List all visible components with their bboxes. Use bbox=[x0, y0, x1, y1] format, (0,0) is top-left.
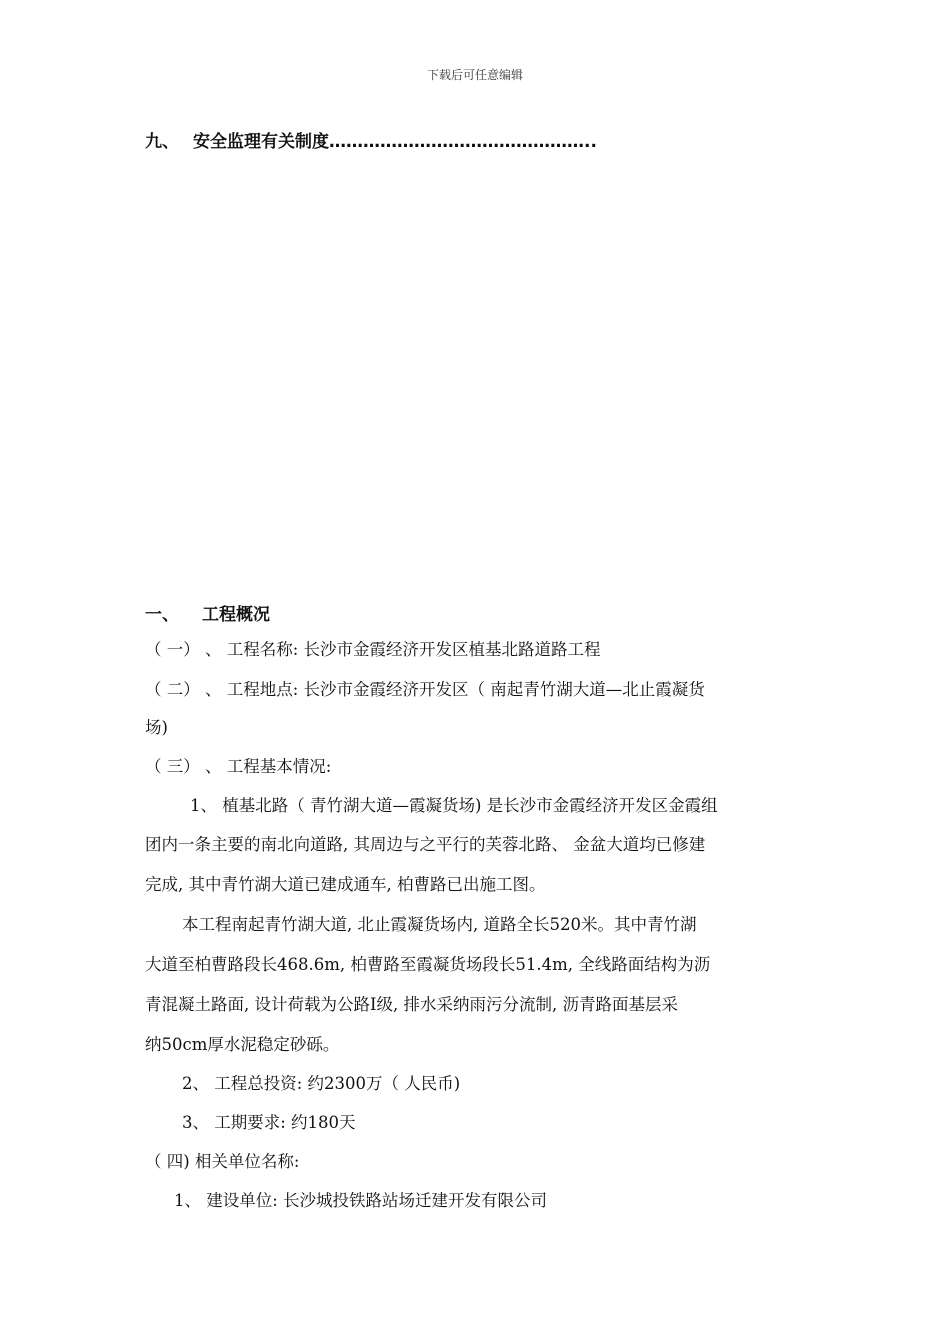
body-line: 2、 工程总投资: 约2300万（ 人民币) bbox=[182, 1074, 461, 1093]
body-line: 1、 植基北路（ 青竹湖大道—霞凝货场) 是长沙市金霞经济开发区金霞组 bbox=[190, 796, 718, 815]
body-line: 完成, 其中青竹湖大道已建成通车, 柏曹路已出施工图。 bbox=[145, 875, 546, 894]
body-line: （ 四) 相关单位名称: bbox=[145, 1152, 300, 1171]
body-line: 1、 建设单位: 长沙城投铁路站场迁建开发有限公司 bbox=[174, 1191, 548, 1210]
toc-entry bbox=[145, 127, 597, 152]
toc-leader: ……………………………………….. bbox=[329, 132, 597, 152]
body-line: 团内一条主要的南北向道路, 其周边与之平行的芙蓉北路、 金盆大道均已修建 bbox=[145, 835, 706, 854]
body-line: 本工程南起青竹湖大道, 北止霞凝货场内, 道路全长520米。其中青竹湖 bbox=[182, 915, 697, 934]
body-line: 青混凝土路面, 设计荷载为公路Ⅰ级, 排水采纳雨污分流制, 沥青路面基层采 bbox=[145, 995, 678, 1014]
body-line: （ 二） 、 工程地点: 长沙市金霞经济开发区（ 南起青竹湖大道—北止霞凝货 bbox=[145, 680, 705, 699]
body-line: 场) bbox=[145, 718, 168, 737]
toc-number: 九、 bbox=[145, 132, 179, 152]
header-note: 下载后可任意编辑 bbox=[426, 68, 523, 82]
body-line: 纳50cm厚水泥稳定砂砾。 bbox=[145, 1035, 340, 1054]
body-line: 大道至柏曹路段长468.6m, 柏曹路至霞凝货场段长51.4m, 全线路面结构为沥 bbox=[145, 955, 711, 974]
body-line: 3、 工期要求: 约180天 bbox=[182, 1113, 356, 1132]
section-number: 一、 bbox=[145, 605, 179, 625]
body-line: （ 一） 、 工程名称: 长沙市金霞经济开发区植基北路道路工程 bbox=[145, 640, 601, 659]
section-title: 工程概况 bbox=[202, 605, 270, 625]
body-line: （ 三） 、 工程基本情况: bbox=[145, 757, 332, 776]
toc-title: 安全监理有关制度 bbox=[193, 132, 329, 152]
section-heading bbox=[145, 600, 270, 625]
